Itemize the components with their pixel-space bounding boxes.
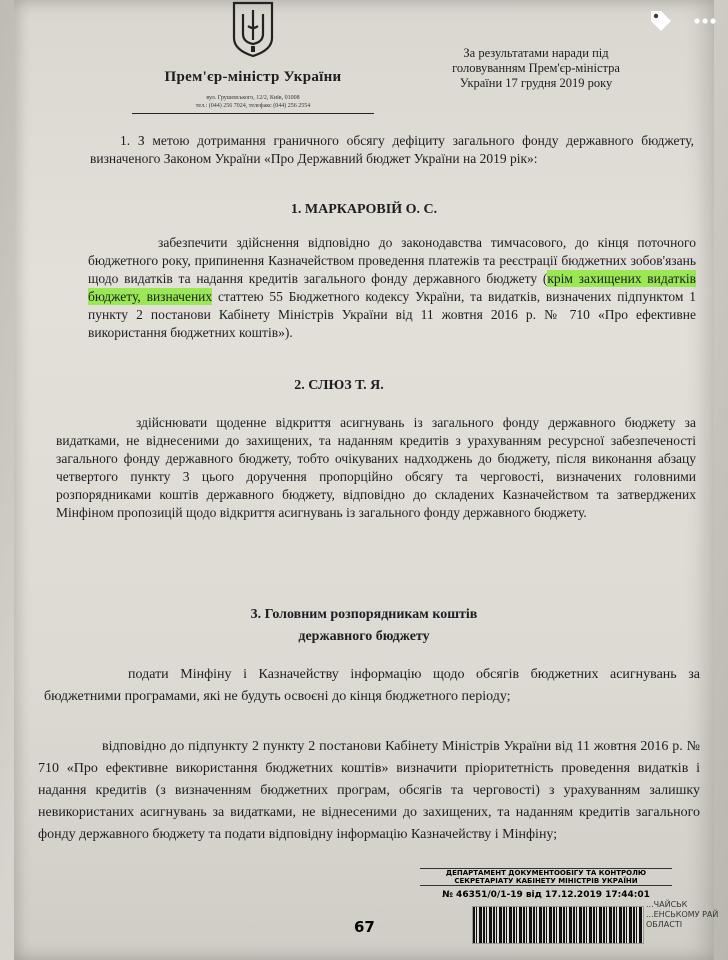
resolution-note: За результатами наради під головуванням Прем'єр-міністра України 17 грудня 2019 року: [452, 46, 620, 90]
highlighted-text: крім захищених видатків бюджету, визначених: [88, 271, 696, 304]
barcode: [472, 906, 644, 944]
section2-heading: 2. СЛЮЗ Т. Я.: [294, 378, 384, 393]
office-stamp: ...ЧАЙСЬК ...ЕНСЬКОМУ РАЙ ОБЛАСТІ: [646, 900, 719, 929]
section3-heading: 3. Головним розпорядникам коштів державного бюджету: [250, 607, 478, 644]
section2-paragraph: здійснювати щоденне відкриття асигнувань із загального фонду державного бюджету за видатками, не віднесеними до захищених, та наданням кредитів з урахуванням ресурсної забезпеченості загального фонду державного бюджету, тобто очікуваних надходжень до бюджету, після виконання абзацу четвертого пункту 3 цього доручення пропорційно обсягу та черговості, визначених головними розпорядниками коштів державного бюджету, відповідно до складених Казначейством та затверджених Мінфіном пропозицій щодо відкриття асигнувань із загального фонду державного бюджету.: [56, 415, 696, 520]
letterhead-rule: [132, 113, 374, 114]
letterhead: [124, 0, 382, 114]
coat-of-arms-icon: [230, 0, 276, 58]
intro-paragraph: 1. З метою дотримання граничного обсягу дефіциту загального фонду державного бюджету, визначеного Законом України «Про Державний бюджет України на 2019 рік»:: [90, 133, 694, 166]
tag-icon[interactable]: [646, 6, 676, 36]
more-dots-icon[interactable]: [690, 6, 720, 36]
letterhead-title: Прем'єр-міністр України: [164, 69, 342, 85]
section1-heading: 1. МАРКАРОВІЙ О. С.: [290, 202, 438, 217]
section3-paragraph2: відповідно до підпункту 2 пункту 2 постанови Кабінету Міністрів України від 11 жовтня 2016 р. № 710 «Про ефективне використання бюджетних коштів» визначити пріоритетність проведення видатків і надання кредитів (з визначенням бюджетних програм, обсягів та черговості) з урахуванням залишку невикористаних асигнувань за видатками, не віднесеними до захищених, та наданням кредитів загального фонду державного бюджету та подати відповідну інформацію Казначейству і Мінфіну;: [38, 739, 700, 842]
section3-paragraph1: подати Мінфіну і Казначейству інформацію щодо обсягів бюджетних асигнувань за бюджетними програмами, які не будуть освоєні до кінця бюджетного періоду;: [44, 667, 700, 704]
registration-stamp: ДЕПАРТАМЕНТ ДОКУМЕНТООБІГУ ТА КОНТРОЛЮ СЕКРЕТАРІАТУ КАБІНЕТУ МІНІСТРІВ УКРАЇНИ № 46351/0/1-19 від 17.12.2019 17:44:01: [420, 868, 672, 901]
letterhead-address: вул. Грушевського, 12/2, Київ, 01008 тел.: (044) 256 7024, телефакс (044) 256 2554: [195, 95, 311, 109]
document-page: [14, 0, 714, 960]
page-number: 67: [354, 918, 375, 936]
section1-paragraph: забезпечити здійснення відповідно до законодавства тимчасового, до кінця поточного бюджетного року, припинення Казначейством проведення платежів та реєстрації бюджетних зобов'язань щодо видатків та надання кредитів загального фонду державного бюджету (крім захищених видатків бюджету, визначених статтею 55 Бюджетного кодексу України, та видатків, визначених підпунктом 1 пункту 2 постанови Кабінету Міністрів України від 11 жовтня 2016 р. № 710 «Про ефективне використання бюджетних коштів»).: [88, 235, 696, 340]
image-viewer-controls: [646, 6, 720, 36]
